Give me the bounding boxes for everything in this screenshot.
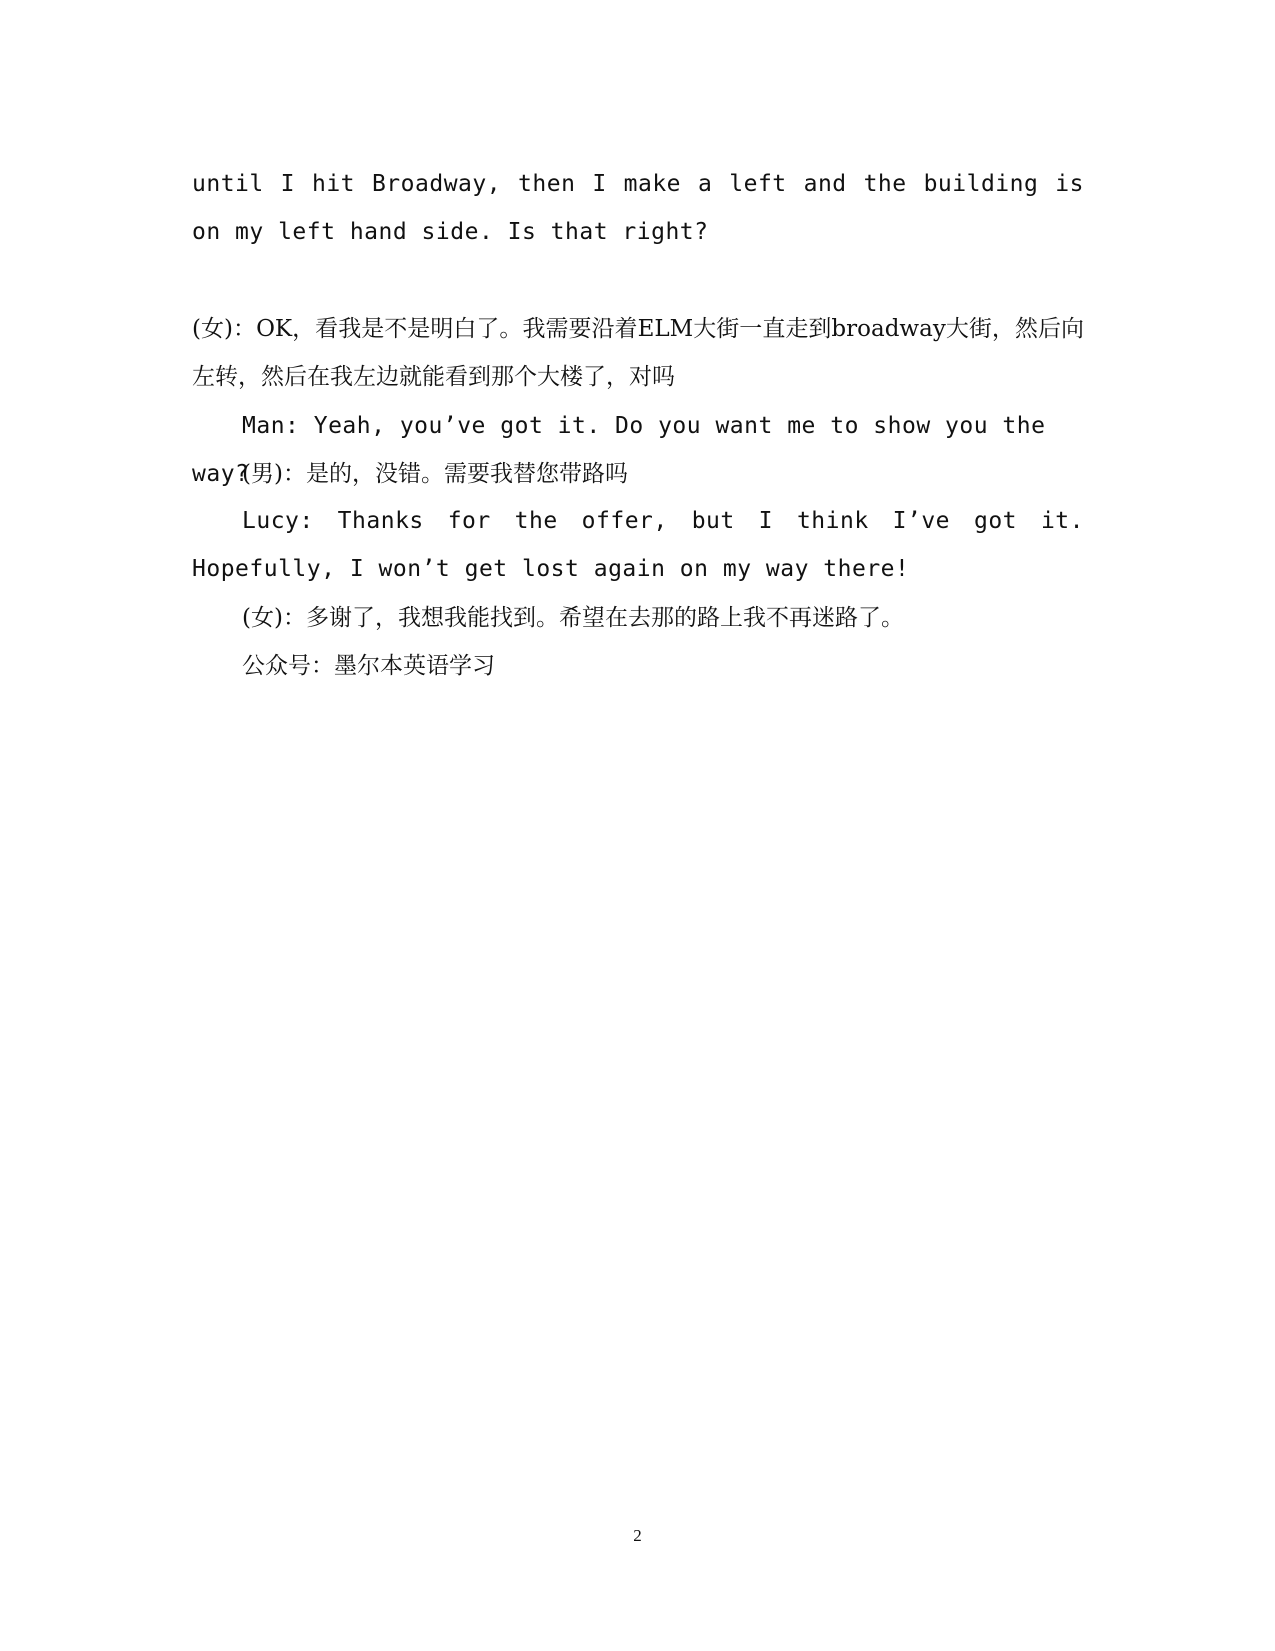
chinese-translation-paragraph: (女)：OK，看我是不是明白了。我需要沿着ELM大街一直走到broadway大街，然后向左转，然后在我左边就能看到那个大楼了，对吗 [192, 316, 1084, 390]
page-number: 2 [633, 1526, 642, 1545]
english-paragraph: until I hit Broadway, then I make a left and the building is on my left hand side. Is that right? [192, 171, 1084, 245]
dialogue-line-man: Man: Yeah, you’ve got it. Do you want me to show you the way? [192, 413, 1046, 487]
dialogue-line-lucy: Lucy: Thanks for the offer, but I think I’ve got it. Hopefully, I won’t get lost again on my way there! [192, 508, 1084, 582]
chinese-translation-man: (男)：是的，没错。需要我替您带路吗 [242, 461, 628, 487]
chinese-translation-lucy: (女)：多谢了，我想我能找到。希望在去那的路上我不再迷路了。 [242, 605, 904, 631]
public-account-note: 公众号：墨尔本英语学习 [242, 653, 495, 679]
